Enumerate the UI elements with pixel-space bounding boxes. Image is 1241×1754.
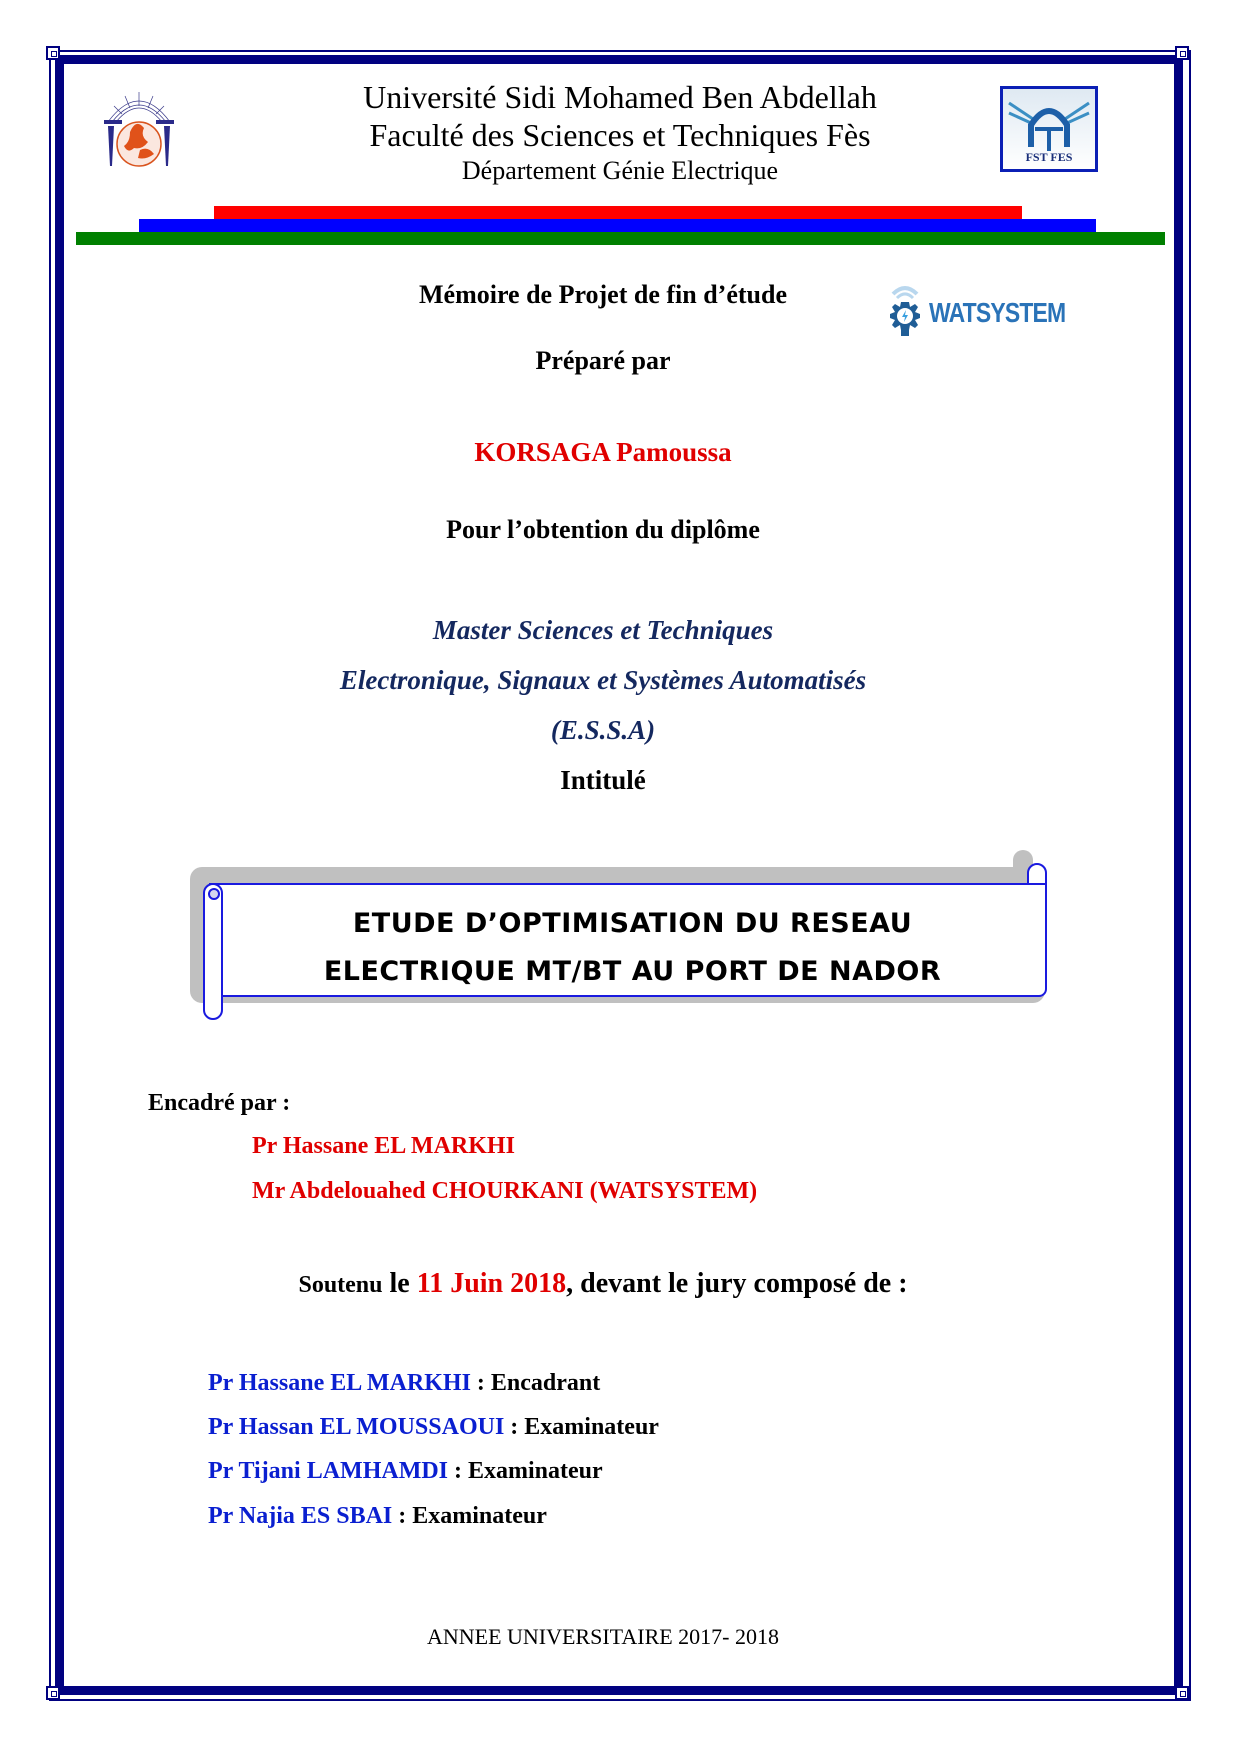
university-name: Université Sidi Mohamed Ben Abdellah bbox=[363, 79, 877, 115]
defense-date: 11 Juin 2018 bbox=[416, 1268, 567, 1299]
jury-member-name: Pr Hassane EL MARKHI bbox=[208, 1370, 471, 1396]
institution-header bbox=[250, 78, 990, 188]
scroll-left-roll bbox=[203, 883, 223, 1020]
decorative-bar-blue bbox=[139, 219, 1096, 232]
jury-member-name: Pr Najia ES SBAI bbox=[208, 1503, 393, 1529]
company-logo-label: WATSYSTEM bbox=[929, 297, 1066, 328]
thesis-title bbox=[225, 900, 1040, 996]
border-corner-ornament bbox=[1175, 1686, 1189, 1700]
jury-member-role: : Examinateur bbox=[392, 1503, 547, 1529]
company-logo bbox=[885, 280, 1095, 346]
jury-member bbox=[208, 1458, 603, 1485]
university-emblem-icon bbox=[100, 88, 178, 172]
program-degree: Master Sciences et Techniques bbox=[432, 615, 774, 645]
program-specialty: Electronique, Signaux et Systèmes Automatisés bbox=[339, 665, 867, 695]
watsystem-gear-icon bbox=[885, 280, 925, 346]
decorative-bar-green bbox=[76, 232, 1165, 245]
scroll-curl-icon bbox=[1027, 863, 1047, 885]
decorative-bar-red bbox=[214, 206, 1022, 219]
jury-member bbox=[208, 1503, 547, 1530]
defense-suffix: , devant le jury composé de : bbox=[566, 1268, 908, 1299]
thesis-title-line1: ETUDE D’OPTIMISATION DU RESEAU bbox=[352, 908, 913, 939]
supervisor-name: Pr Hassane EL MARKHI bbox=[252, 1133, 515, 1159]
prepared-by-label: Préparé par bbox=[535, 346, 671, 375]
jury-member-role: : Encadrant bbox=[470, 1370, 601, 1396]
program-abbreviation: (E.S.S.A) bbox=[550, 715, 656, 745]
document-type: Mémoire de Projet de fin d’étude bbox=[419, 280, 787, 309]
defense-statement bbox=[0, 1268, 1206, 1300]
author-name: KORSAGA Pamoussa bbox=[474, 437, 732, 467]
fst-logo-label: FST FES bbox=[1025, 150, 1073, 164]
jury-member-role: : Examinateur bbox=[504, 1414, 659, 1440]
jury-member bbox=[208, 1414, 659, 1441]
academic-year: ANNEE UNIVERSITAIRE 2017- 2018 bbox=[426, 1624, 780, 1649]
jury-member-name: Pr Tijani LAMHAMDI bbox=[208, 1458, 449, 1484]
jury-member bbox=[208, 1370, 600, 1397]
faculty-name: Faculté des Sciences et Techniques Fès bbox=[369, 117, 871, 153]
jury-member-role: : Examinateur bbox=[448, 1458, 603, 1484]
jury-member-name: Pr Hassan EL MOUSSAOUI bbox=[208, 1414, 505, 1440]
border-corner-ornament bbox=[46, 46, 60, 60]
thesis-title-line2: ELECTRIQUE MT/BT AU PORT DE NADOR bbox=[323, 956, 942, 987]
defense-prefix: Soutenu bbox=[298, 1272, 383, 1298]
scroll-curl-icon bbox=[208, 888, 220, 900]
border-corner-ornament bbox=[1175, 46, 1189, 60]
defense-prefix-le: le bbox=[382, 1268, 417, 1299]
supervisor-name: Mr Abdelouahed CHOURKANI (WATSYSTEM) bbox=[252, 1178, 758, 1204]
title-label: Intitulé bbox=[560, 765, 646, 795]
department-name: Département Génie Electrique bbox=[461, 156, 779, 185]
border-corner-ornament bbox=[46, 1686, 60, 1700]
diploma-label: Pour l’obtention du diplôme bbox=[446, 515, 760, 544]
supervised-by-label: Encadré par : bbox=[148, 1090, 291, 1116]
fst-fes-logo-icon bbox=[1000, 86, 1098, 172]
